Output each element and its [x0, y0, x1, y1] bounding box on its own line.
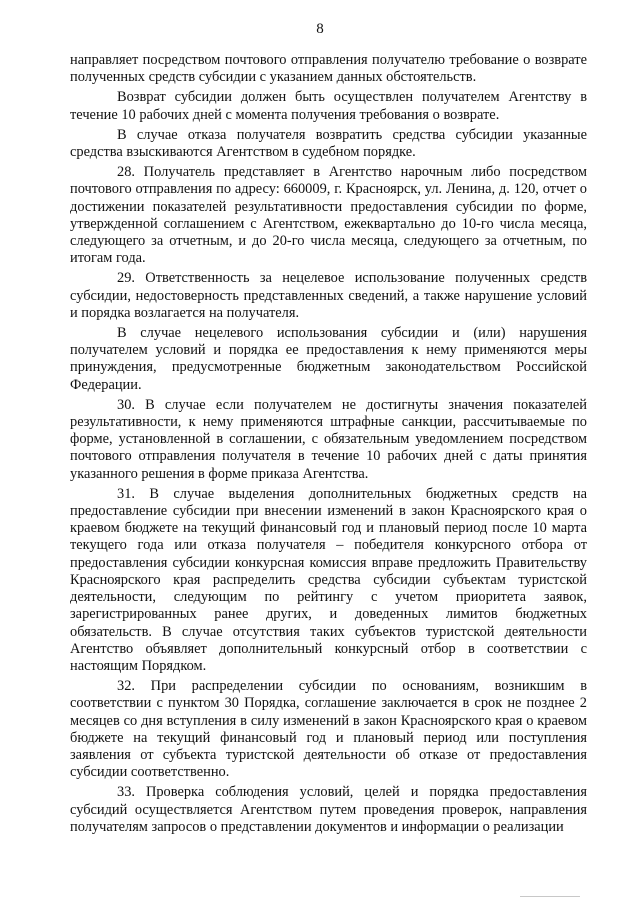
paragraph-31-additional-funds: 31. В случае выделения дополнительных бюджетных средств на предоставление субсидии при внесении изменений в закон Красноярского края о краевом бюджете на текущий финансовый год и плановый период после 10 марта текущего года или отказа получателя – победителя конкурсного отбора от предоставления субсидии конкурсная комиссия вправе предложить Правительству Красноярского края распределить средства субсидии субъектам туристской деятельности, следующим по рейтингу с учетом приоритета заявок, зарегистрированных ранее других, и доведенных лимитов бюджетных обязательств. В случае отсутствия таких субъектов туристской деятельности Агентство объявляет дополнительный конкурсный отбор в соответствии с настоящим Порядком. — [70, 485, 587, 674]
paragraph-continuation: направляет посредством почтового отправления получателю требование о возврате полученных средств субсидии с указанием данных обстоятельств. — [70, 52, 587, 86]
paragraph-30-penalties: 30. В случае если получателем не достигнуты значения показателей результативности, к нему применяются штрафные санкции, рассчитываемые по форме, установленной в соглашении, с обязательным уведомлением посредством почтового отправления получателя в течение 10 рабочих дней с даты принятия указанного решения в форме приказа Агентства. — [70, 396, 587, 482]
scan-edge-mark — [520, 896, 580, 897]
paragraph-refund-deadline: Возврат субсидии должен быть осуществлен получателем Агентству в течение 10 рабочих дней с момента получения требования о возврате. — [70, 89, 587, 123]
paragraph-29-responsibility: 29. Ответственность за нецелевое использование полученных средств субсидии, недостоверность представленных сведений, а также нарушение условий и порядка возлагается на получателя. — [70, 270, 587, 321]
page-number: 8 — [316, 21, 324, 37]
paragraph-28-report: 28. Получатель представляет в Агентство нарочным либо посредством почтового отправления по адресу: 660009, г. Красноярск, ул. Ленина, д. 120, отчет о достижении показателей результативности предоставления субсидии по форме, утвержденной соглашением с Агентством, ежеквартально до 10-го числа месяца, следующего за отчетным, и до 20-го числа месяца, следующего за отчетным, по итогам года. — [70, 164, 587, 267]
document-body — [70, 52, 587, 836]
paragraph-33-compliance-check: 33. Проверка соблюдения условий, целей и порядка предоставления субсидий осуществляется Агентством путем проведения проверок, направления получателям запросов о представлении документов и информации о реализации — [70, 784, 587, 835]
paragraph-32-agreement-term: 32. При распределении субсидии по основаниям, возникшим в соответствии с пунктом 30 Порядка, соглашение заключается в срок не позднее 2 месяцев со дня вступления в силу изменений в закон Красноярского края о краевом бюджете на текущий финансовый год и плановый период или поступления заявления от субъекта туристской деятельности об отказе от предоставления субсидии соответственно. — [70, 678, 587, 781]
paragraph-misuse-measures: В случае нецелевого использования субсидии и (или) нарушения получателем условий и порядка ее предоставления к нему применяются меры принуждения, предусмотренные бюджетным законодательством Российской Федерации. — [70, 325, 587, 393]
paragraph-refund-refusal: В случае отказа получателя возвратить средства субсидии указанные средства взыскиваются Агентством в судебном порядке. — [70, 126, 587, 161]
